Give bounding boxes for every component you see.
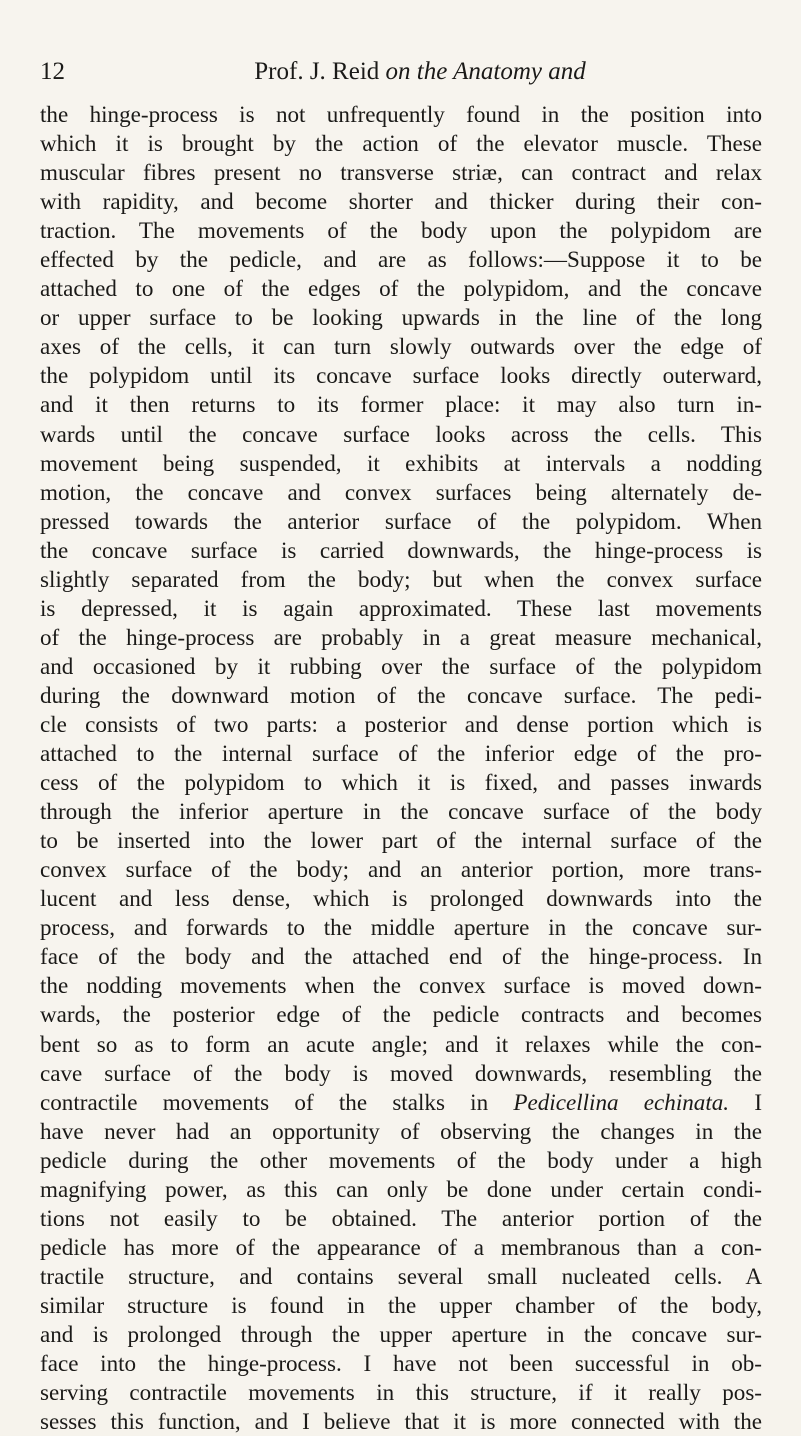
text-line: is depressed, it is again approximated. These last movements (40, 594, 762, 621)
text-line: the nodding movements when the convex surface is moved down- (40, 972, 762, 999)
text-line: movement being suspended, it exhibits at intervals a nodding (40, 449, 762, 476)
text-line: serving contractile movements in this structure, if it really pos- (40, 1379, 762, 1406)
text-line: during the downward motion of the concave surface. The pedi- (40, 681, 762, 708)
text-line: to be inserted into the lower part of the internal surface of the (40, 827, 762, 854)
text-line: process, and forwards to the middle aperture in the concave sur- (40, 914, 762, 941)
page-number: 12 (40, 58, 65, 85)
text-line: and it then returns to its former place: it may also turn in- (40, 391, 762, 418)
text-line: or upper surface to be looking upwards in the line of the long (40, 304, 762, 331)
text-line: tions not easily to be obtained. The anterior portion of the (40, 1204, 762, 1231)
text-line: and is prolonged through the upper aperture in the concave sur- (40, 1320, 762, 1347)
text-line: effected by the pedicle, and are as follows:—Suppose it to be (40, 246, 762, 273)
body-text (40, 100, 762, 1436)
text-fragment: I (729, 1088, 763, 1115)
text-line: with rapidity, and become shorter and thicker during their con- (40, 188, 762, 215)
text-fragment: contractile movements of the stalks in (40, 1088, 514, 1115)
text-line: cess of the polypidom to which it is fixed, and passes inwards (40, 769, 762, 796)
text-line: and occasioned by it rubbing over the surface of the polypidom (40, 652, 762, 679)
text-line: the polypidom until its concave surface looks directly outerward, (40, 362, 762, 389)
text-line: wards, the posterior edge of the pedicle contracts and becomes (40, 1001, 762, 1028)
text-line: attached to one of the edges of the polypidom, and the concave (40, 275, 762, 302)
text-line: through the inferior aperture in the concave surface of the body (40, 798, 762, 825)
text-line: of the hinge-process are probably in a great measure mechanical, (40, 623, 762, 650)
text-line: traction. The movements of the body upon the polypidom are (40, 217, 762, 244)
text-line: attached to the internal surface of the inferior edge of the pro- (40, 740, 762, 767)
text-line: bent so as to form an acute angle; and it relaxes while the con- (40, 1030, 762, 1057)
text-line: similar structure is found in the upper chamber of the body, (40, 1291, 762, 1318)
text-line: wards until the concave surface looks across the cells. This (40, 420, 762, 447)
text-line: cave surface of the body is moved downwards, resembling the (40, 1059, 762, 1086)
text-line: magnifying power, as this can only be done under certain condi- (40, 1175, 762, 1202)
text-line: sesses this function, and I believe that it is more connected with the (40, 1408, 762, 1435)
text-line: muscular fibres present no transverse striæ, can contract and relax (40, 159, 762, 186)
text-line (40, 1088, 762, 1117)
text-line: face of the body and the attached end of the hinge-process. In (40, 943, 762, 970)
species-name: Pedicellina echinata. (513, 1088, 730, 1115)
text-line: pedicle has more of the appearance of a membranous than a con- (40, 1233, 762, 1260)
text-line: convex surface of the body; and an anterior portion, more trans- (40, 856, 762, 883)
running-title (40, 52, 800, 92)
text-line: tractile structure, and contains several small nucleated cells. A (40, 1262, 762, 1289)
text-line: cle consists of two parts: a posterior and dense portion which is (40, 710, 762, 737)
text-line: face into the hinge-process. I have not been successful in ob- (40, 1350, 762, 1377)
text-line: axes of the cells, it can turn slowly outwards over the edge of (40, 333, 762, 360)
text-line: which it is brought by the action of the elevator muscle. These (40, 130, 762, 157)
text-line: pedicle during the other movements of the body under a high (40, 1146, 762, 1173)
text-line: slightly separated from the body; but when the convex surface (40, 565, 762, 592)
running-title-italic: on the Anatomy and (385, 58, 586, 85)
text-line: motion, the concave and convex surfaces being alternately de- (40, 478, 762, 505)
running-header (40, 52, 780, 92)
running-title-author: Prof. J. Reid (254, 58, 380, 85)
text-line: have never had an opportunity of observing the changes in the (40, 1117, 762, 1144)
text-line: the concave surface is carried downwards, the hinge-process is (40, 536, 762, 563)
text-line: the hinge-process is not unfrequently found in the position into (40, 101, 762, 127)
text-line: pressed towards the anterior surface of the polypidom. When (40, 507, 762, 534)
text-line: lucent and less dense, which is prolonged downwards into the (40, 885, 762, 912)
